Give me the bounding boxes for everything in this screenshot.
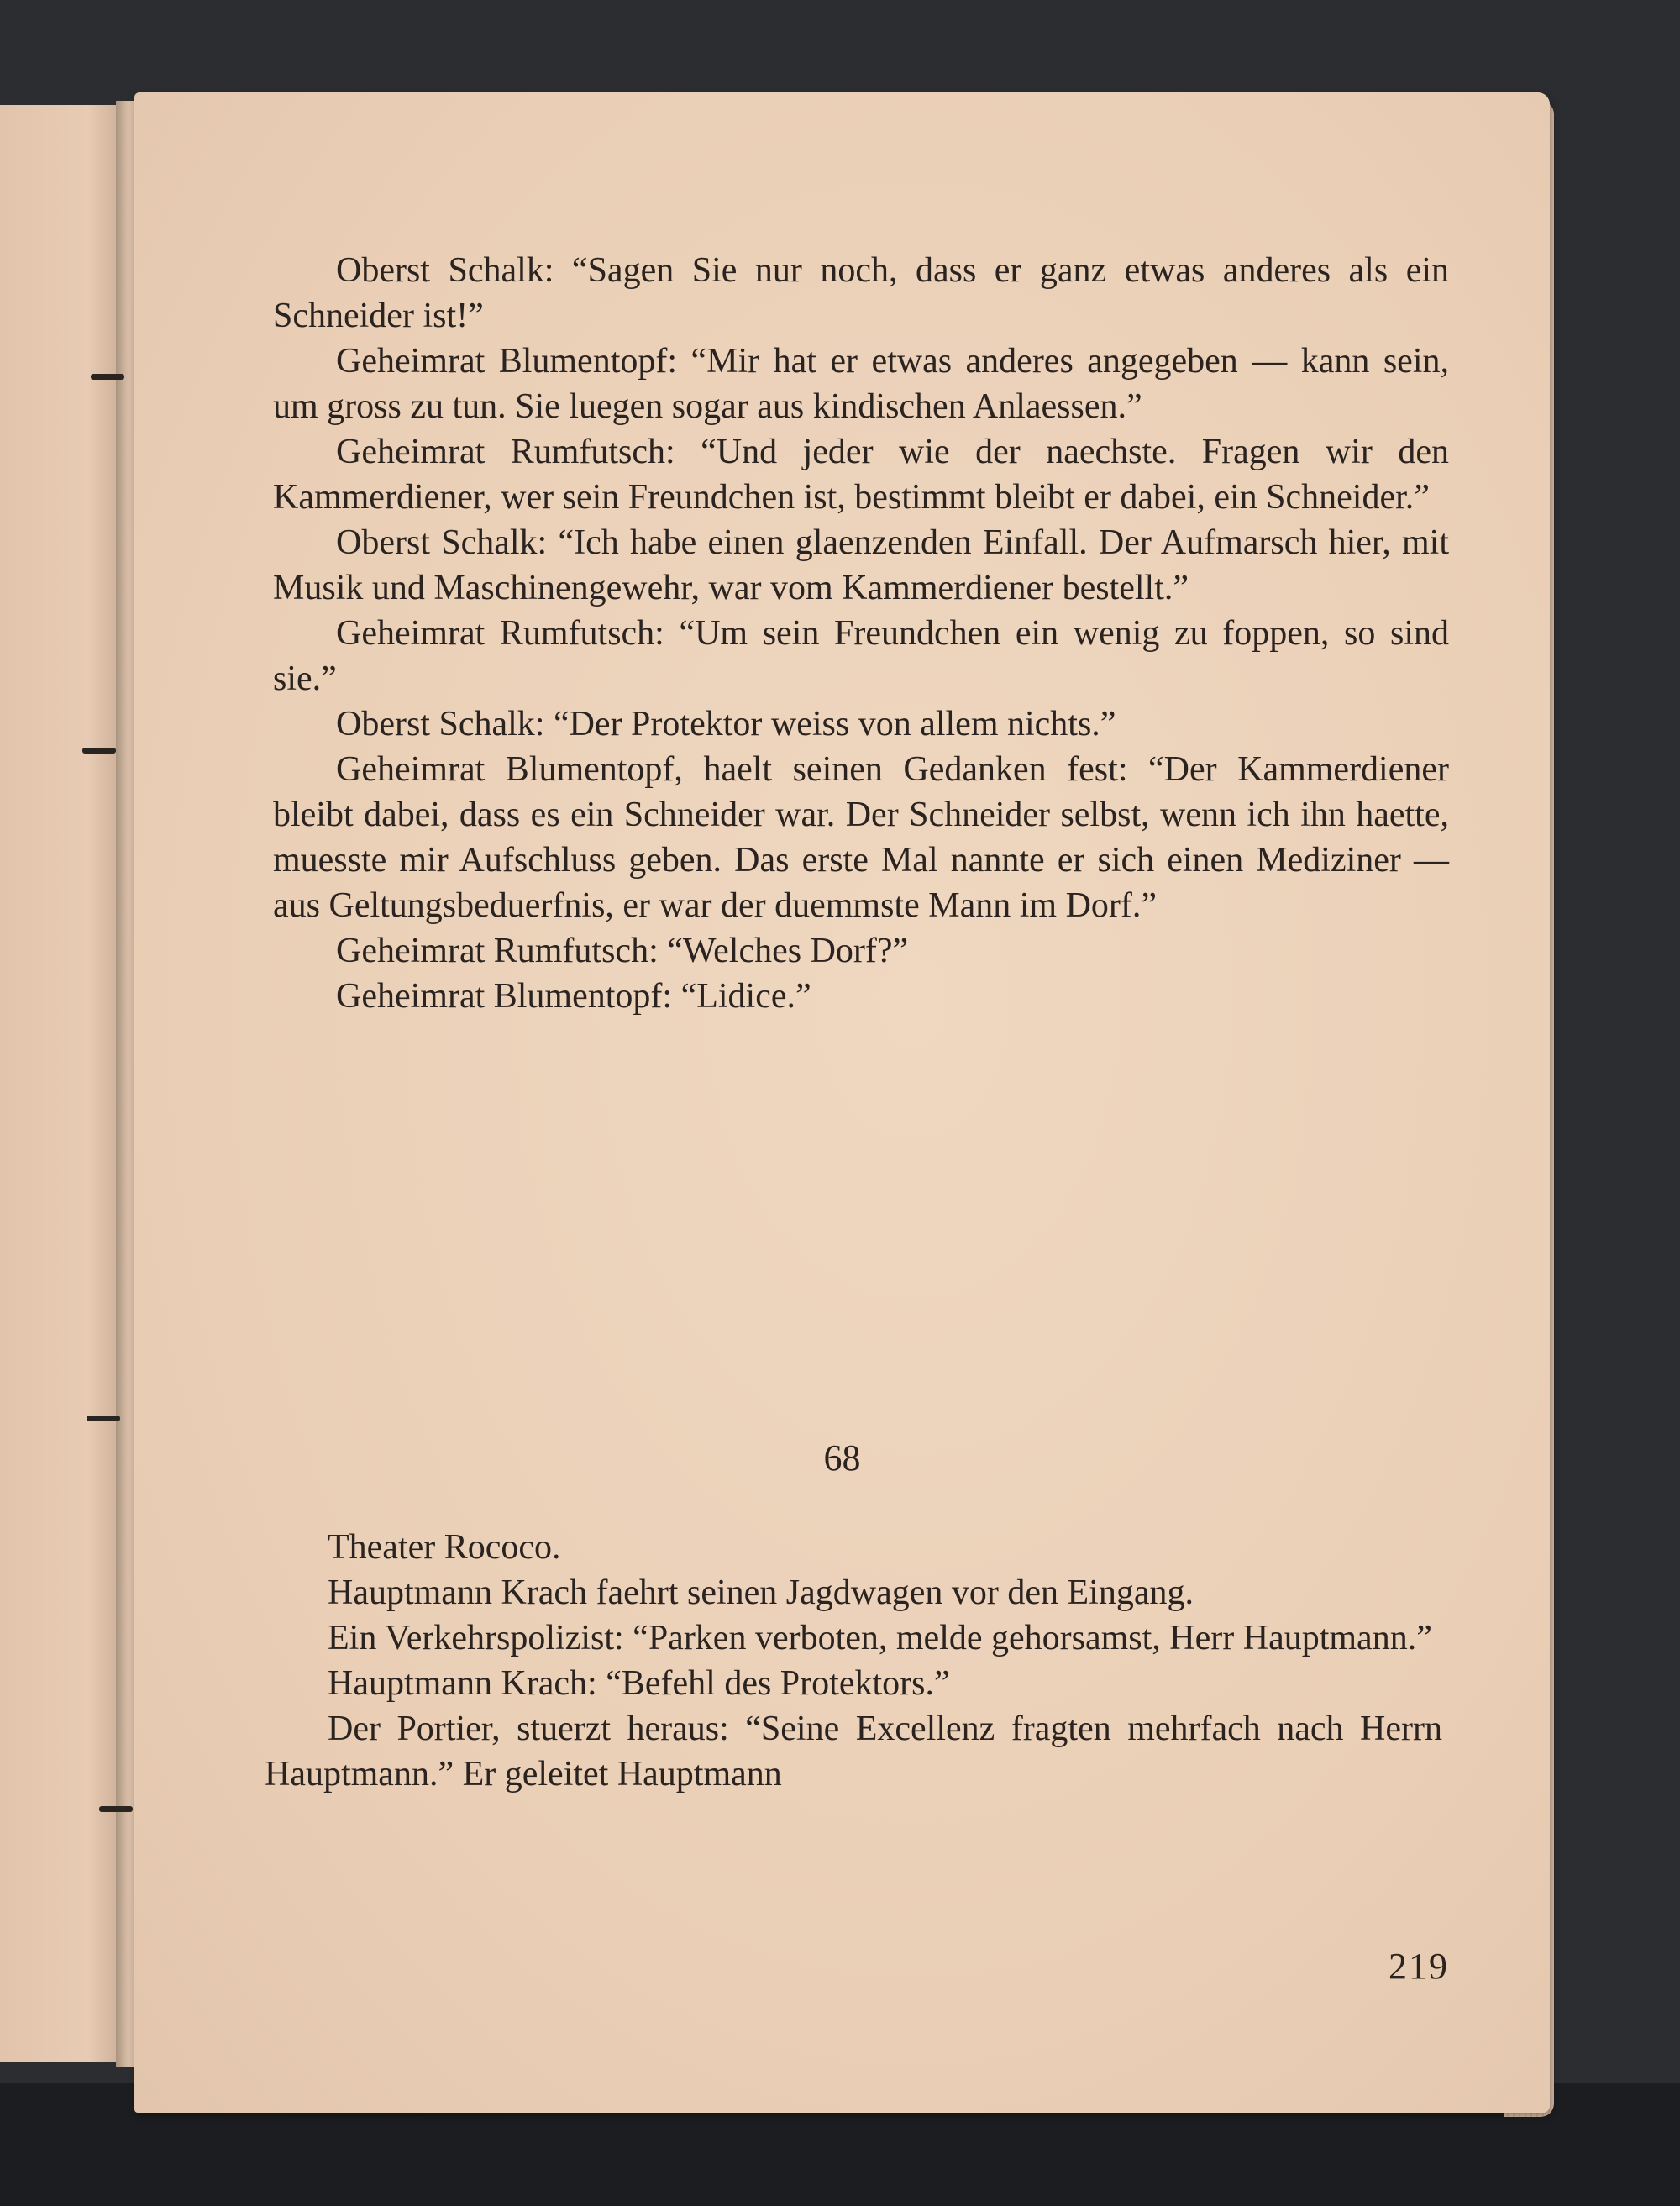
paragraph: Geheimrat Rumfutsch: “Und jeder wie der naechste. Fragen wir den Kammerdiener, wer sein Freundchen ist, bestimmt bleibt er dabei, ein Schneider.”	[273, 433, 1449, 517]
facing-page-edge	[0, 105, 126, 2062]
paragraph: Theater Rococo.	[328, 1528, 561, 1567]
binding-stitch	[87, 1416, 120, 1421]
paragraph: Geheimrat Rumfutsch: “Welches Dorf?”	[336, 932, 909, 970]
paragraph: Hauptmann Krach: “Befehl des Protektors.”	[328, 1664, 950, 1703]
paragraph: Oberst Schalk: “Sagen Sie nur noch, dass er ganz etwas anderes als ein Schneider ist!”	[273, 251, 1449, 335]
paragraph: Oberst Schalk: “Ich habe einen glaenzenden Einfall. Der Aufmarsch hier, mit Musik und Maschinengewehr, war vom Kammerdiener bestellt.”	[273, 523, 1449, 607]
paragraph: Geheimrat Rumfutsch: “Um sein Freundchen ein wenig zu foppen, so sind sie.”	[273, 614, 1449, 698]
section-67-text	[273, 248, 1449, 1019]
paragraph: Hauptmann Krach faehrt seinen Jagdwagen vor den Eingang.	[328, 1573, 1194, 1612]
binding-stitch	[82, 748, 116, 754]
binding-stitch	[99, 1806, 133, 1812]
page-number: 219	[1389, 1946, 1449, 1987]
paragraph: Der Portier, stuerzt heraus: “Seine Excellenz fragten mehrfach nach Herrn Hauptmann.” Er geleitet Hauptmann	[265, 1710, 1442, 1794]
paragraph: Geheimrat Blumentopf: “Mir hat er etwas anderes angegeben — kann sein, um gross zu tun. Sie luegen sogar aus kindischen Anlaessen.”	[273, 342, 1449, 426]
book-page	[134, 92, 1550, 2113]
section-number: 68	[823, 1437, 861, 1479]
paragraph: Geheimrat Blumentopf: “Lidice.”	[336, 977, 811, 1016]
binding-stitch	[91, 374, 124, 380]
paragraph: Geheimrat Blumentopf, haelt seinen Gedanken fest: “Der Kammerdiener bleibt dabei, dass es ein Schneider war. Der Schneider selbst, wenn ich ihn haette, muesste mir Aufschluss geben. Das erste Mal nannte er sich einen Mediziner — aus Geltungsbeduerfnis, er war der duemmste Mann im Dorf.”	[273, 750, 1449, 925]
paragraph: Ein Verkehrspolizist: “Parken verboten, melde gehorsamst, Herr Hauptmann.”	[328, 1619, 1432, 1657]
paragraph: Oberst Schalk: “Der Protektor weiss von allem nichts.”	[336, 705, 1116, 743]
section-68-text	[265, 1525, 1442, 1797]
